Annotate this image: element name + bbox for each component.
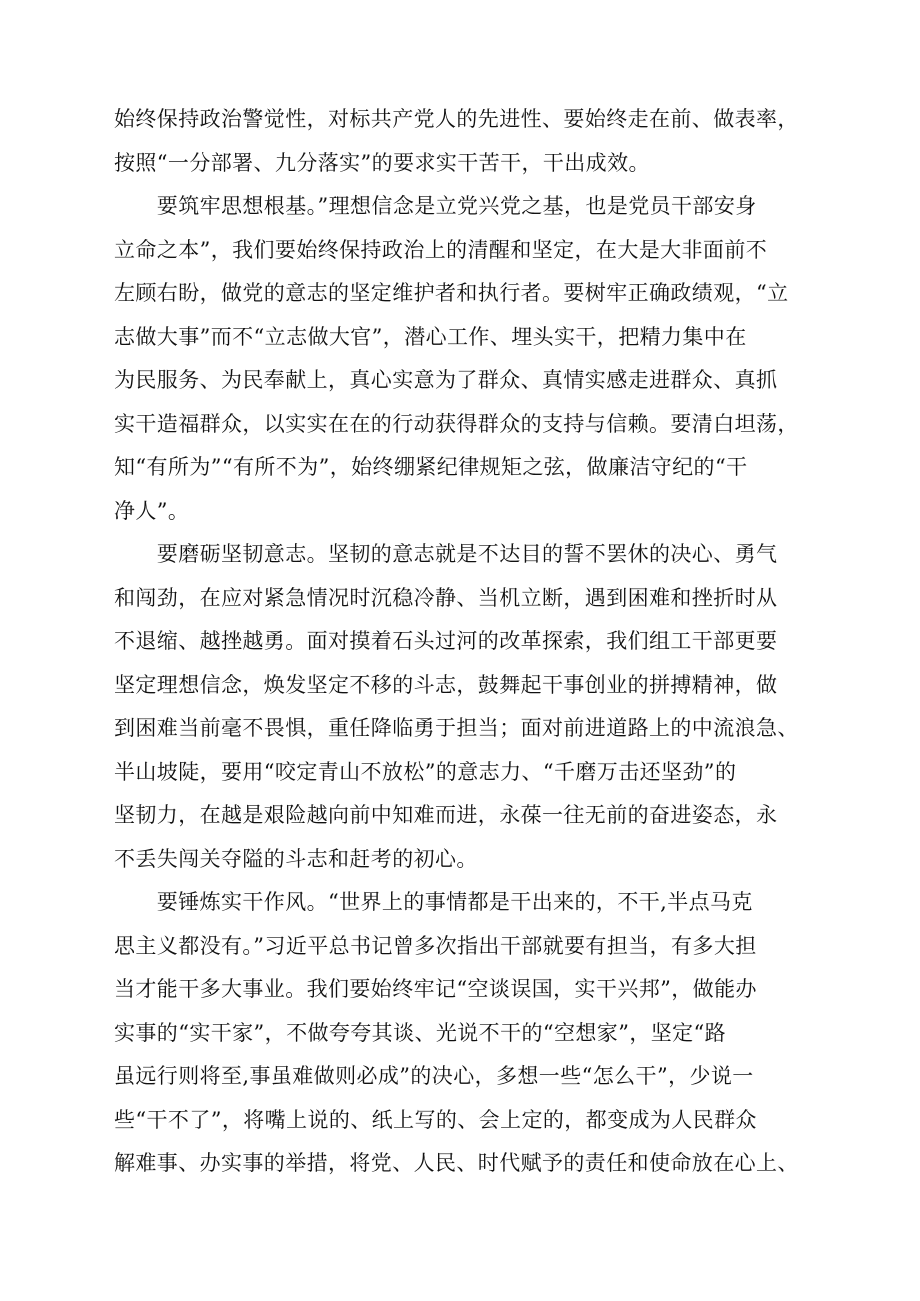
text-line: 为民服务、为民奉献上，真心实意为了群众、真情实感走进群众、真抓 [114, 368, 778, 392]
text-line: 半山坡陡，要用“咬定青山不放松”的意志力、“千磨万击还坚劲”的 [114, 759, 737, 784]
text-line: 到困难当前毫不畏惧，重任降临勇于担当；面对前进道路上的中流浪急、 [114, 716, 799, 740]
text-line: 左顾右盼，做党的意志的坚定维护者和执行者。要树牢正确政绩观，“立 [114, 281, 789, 305]
text-line: 不退缩、越挫越勇。面对摸着石头过河的改革探索，我们组工干部更要 [114, 629, 778, 653]
text-line: 净人”。 [114, 498, 190, 523]
text-line: 要锤炼实干作风。“世界上的事情都是干出来的，不干,半点马克 [114, 890, 753, 914]
text-line: 实事的“实干家”，不做夸夸其谈、光说不干的“空想家”，坚定“路 [114, 1020, 727, 1045]
text-line: 知“有所为”“有所不为”，始终绷紧纪律规矩之弦，做廉洁守纪的“干 [114, 455, 748, 479]
document-body [114, 98, 834, 1186]
text-line: 坚定理想信念，焕发坚定不移的斗志，鼓舞起干事创业的拼搏精神，做 [114, 672, 778, 697]
text-line: 按照“一分部署、九分落实”的要求实干苦干，干出成效。 [114, 150, 650, 175]
text-line: 始终保持政治警觉性，对标共产党人的先进性、要始终走在前、做表率， [114, 107, 799, 131]
text-line: 思主义都没有。”习近平总书记曾多次指出干部就要有担当，有多大担 [114, 933, 757, 958]
text-line: 志做大事”而不“立志做大官”，潜心工作、埋头实干，把精力集中在 [114, 324, 747, 349]
text-line: 解难事、办实事的举措，将党、人民、时代赋予的责任和使命放在心上、 [114, 1151, 799, 1175]
text-line: 立命之本”，我们要始终保持政治上的清醒和坚定，在大是大非面前不 [114, 237, 768, 262]
text-line: 虽远行则将至,事虽难做则必成”的决心，多想一些“怎么干”，少说一 [114, 1064, 754, 1088]
text-line: 要磨砺坚韧意志。坚韧的意志就是不达目的誓不罢休的决心、勇气 [114, 542, 778, 566]
text-line: 当才能干多大事业。我们要始终牢记“空谈误国，实干兴邦”，做能办 [114, 977, 757, 1001]
text-line: 要筑牢思想根基。”理想信念是立党兴党之基，也是党员干部安身 [114, 194, 757, 218]
text-line: 不丢失闯关夺隘的斗志和赶考的初心。 [114, 846, 478, 871]
text-line: 和闯劲，在应对紧急情况时沉稳冷静、当机立断，遇到困难和挫折时从 [114, 585, 778, 610]
text-line: 些“干不了”，将嘴上说的、纸上写的、会上定的，都变成为人民群众 [114, 1107, 757, 1132]
text-line: 坚韧力，在越是艰险越向前中知难而进，永葆一往无前的奋进姿态，永 [114, 803, 778, 827]
text-line: 实干造福群众，以实实在在的行动获得群众的支持与信赖。要清白坦荡， [114, 411, 799, 436]
